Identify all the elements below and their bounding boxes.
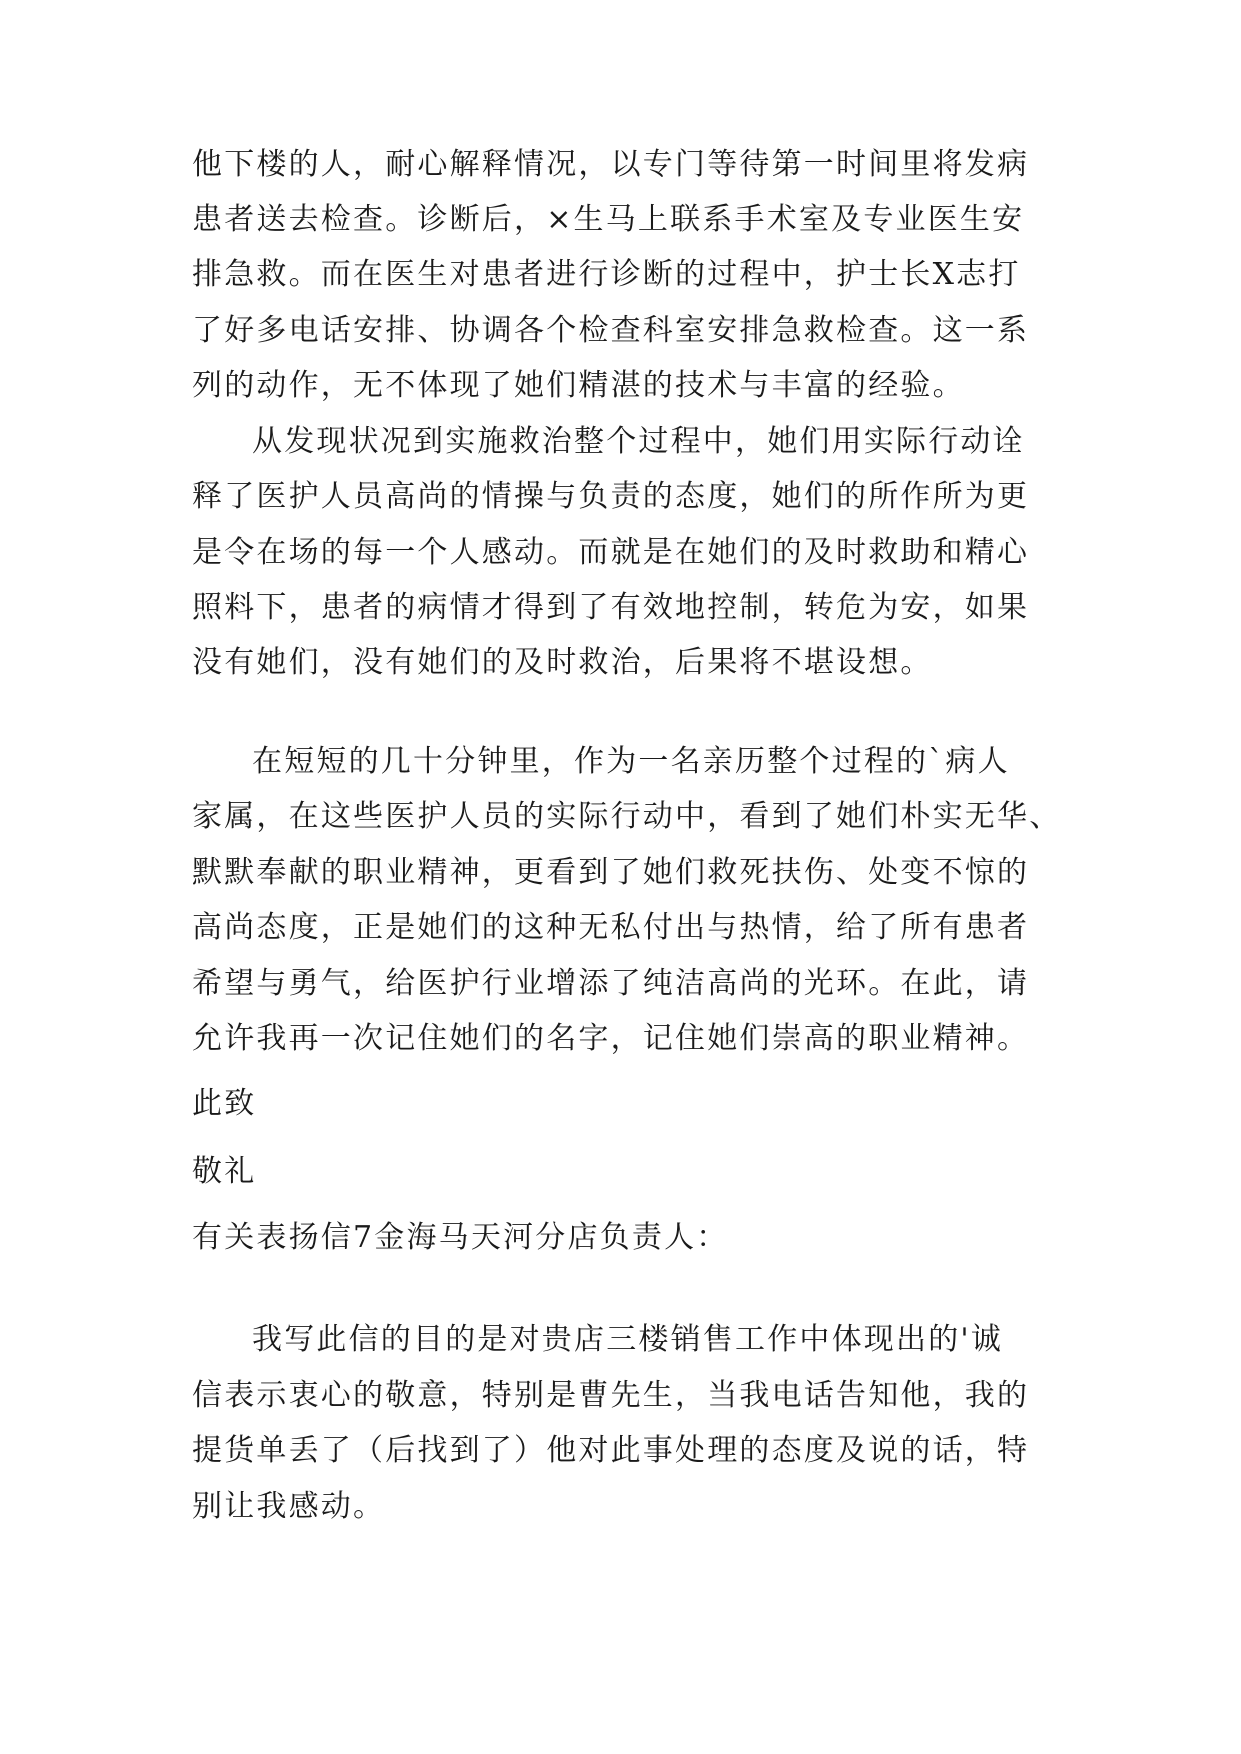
text-line: 别让我感动。	[192, 1489, 386, 1524]
text-line: 高尚态度，正是她们的这种无私付出与热情，给了所有患者	[192, 910, 1030, 945]
text-line: 希望与勇气，给医护行业增添了纯洁高尚的光环。在此，请	[192, 966, 1030, 1001]
text-line: 我写此信的目的是对贵店三楼销售工作中体现出的'诚	[252, 1322, 1004, 1357]
text-line: 提货单丢了（后找到了）他对此事处理的态度及说的话，特	[192, 1433, 1030, 1468]
text-line: 他下楼的人，耐心解释情况，以专门等待第一时间里将发病	[192, 147, 1030, 182]
letter-heading: 有关表扬信7金海马天河分店负责人：	[192, 1220, 729, 1255]
text-line: 默默奉献的职业精神，更看到了她们救死扶伤、处变不惊的	[192, 855, 1030, 890]
text-line: 从发现状况到实施救治整个过程中，她们用实际行动诠	[252, 424, 1025, 459]
text-line: 释了医护人员高尚的情操与负责的态度，她们的所作所为更	[192, 479, 1030, 514]
text-line: 允许我再一次记住她们的名字，记住她们崇高的职业精神。	[192, 1021, 1030, 1056]
text-line: 患者送去检查。诊断后，×生马上联系手术室及专业医生安	[192, 202, 1025, 237]
text-line: 排急救。而在医生对患者进行诊断的过程中，护士长X志打	[192, 257, 1021, 292]
text-line: 在短短的几十分钟里，作为一名亲历整个过程的`病人	[252, 744, 1010, 779]
text-line: 信表示衷心的敬意，特别是曹先生，当我电话告知他，我的	[192, 1378, 1030, 1413]
closing-line: 此致	[192, 1086, 257, 1121]
text-line: 是令在场的每一个人感动。而就是在她们的及时救助和精心	[192, 535, 1030, 570]
text-line: 列的动作，无不体现了她们精湛的技术与丰富的经验。	[192, 368, 965, 403]
text-line: 了好多电话安排、协调各个检查科室安排急救检查。这一系	[192, 313, 1030, 348]
text-line: 没有她们，没有她们的及时救治，后果将不堪设想。	[192, 645, 933, 680]
closing-line: 敬礼	[192, 1154, 257, 1189]
text-line: 家属，在这些医护人员的实际行动中，看到了她们朴实无华、	[192, 799, 1062, 834]
text-line: 照料下，患者的病情才得到了有效地控制，转危为安，如果	[192, 590, 1030, 625]
